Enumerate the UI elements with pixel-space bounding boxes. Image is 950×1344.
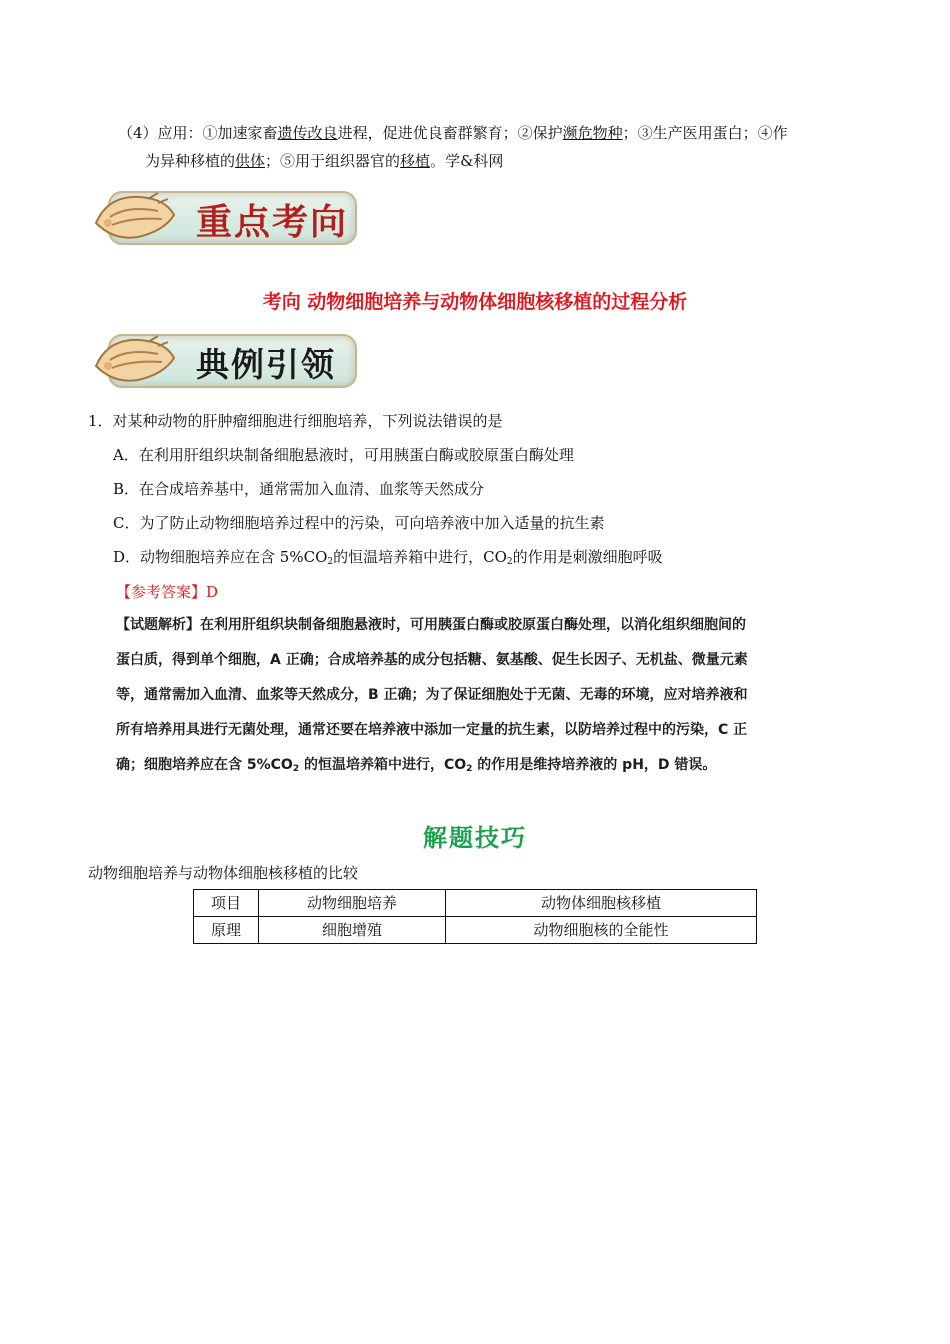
- analysis-line: 【试题解析】在利用肝组织块制备细胞悬液时，可用胰蛋白酶或胶原蛋白酶处理，以消化组织细胞间的: [116, 617, 746, 633]
- table-header-cell: 项目: [194, 890, 259, 917]
- table-cell: 动物细胞核的全能性: [446, 917, 757, 944]
- option-d: D．动物细胞培养应在含 $5\%CO_2$的恒温培养箱中进行，$CO_2$的作用是刺激细胞呼吸: [113, 548, 663, 567]
- table-header-cell: 动物体细胞核移植: [446, 890, 757, 917]
- application-line-2: 为异种移植的供体；⑤用于组织器官的移植。学&科网: [145, 152, 504, 170]
- skill-title: 解题技巧: [423, 823, 527, 852]
- option-b: B．在合成培养基中，通常需加入血清、血浆等天然成分: [113, 480, 485, 498]
- banner-title: 重点考向: [196, 201, 349, 243]
- table-cell: 原理: [194, 917, 259, 944]
- analysis-block: [116, 608, 876, 787]
- analysis-line: 确；细胞培养应在含 $5\%CO_2$ 的恒温培养箱中进行，$CO_2$ 的作用是维持培养液的 pH，D 错误。: [116, 757, 717, 774]
- example-banner: [88, 326, 353, 392]
- key-direction-banner: [88, 183, 353, 249]
- analysis-line: 所有培养用具进行无菌处理，通常还要在培养液中添加一定量的抗生素，以防培养过程中的污染，C 正: [116, 722, 748, 738]
- table-header-row: [194, 890, 757, 917]
- reference-answer: 【参考答案】D: [116, 583, 219, 601]
- comparison-table: [193, 889, 757, 944]
- direction-title: 考向 动物细胞培养与动物体细胞核移植的过程分析: [262, 291, 688, 313]
- banner-title: 典例引领: [196, 345, 336, 384]
- table-row: [194, 917, 757, 944]
- shell-icon: [88, 330, 178, 388]
- underlined-term: 遗传改良: [277, 124, 338, 142]
- analysis-line: 等，通常需加入血清、血浆等天然成分，B 正确；为了保证细胞处于无菌、无毒的环境，应对培养液和: [116, 687, 748, 703]
- option-c: C．为了防止动物细胞培养过程中的污染，可向培养液中加入适量的抗生素: [113, 514, 605, 532]
- underlined-term: 濒危物种: [562, 124, 623, 142]
- shell-icon: [88, 187, 178, 245]
- question-stem: 1．对某种动物的肝肿瘤细胞进行细胞培养，下列说法错误的是: [88, 412, 503, 430]
- comparison-caption: 动物细胞培养与动物体细胞核移植的比较: [88, 864, 359, 882]
- underlined-term: 移植: [400, 152, 431, 170]
- table-header-cell: 动物细胞培养: [259, 890, 446, 917]
- underlined-term: 供体: [235, 152, 266, 170]
- analysis-line: 蛋白质，得到单个细胞，A 正确；合成培养基的成分包括糖、氨基酸、促生长因子、无机盐、微量元素: [116, 652, 748, 668]
- application-line-1: （4）应用：①加速家畜遗传改良进程，促进优良畜群繁育；②保护濒危物种；③生产医用蛋白；④作: [118, 124, 788, 142]
- table-cell: 细胞增殖: [259, 917, 446, 944]
- option-a: A．在利用肝组织块制备细胞悬液时，可用胰蛋白酶或胶原蛋白酶处理: [113, 446, 574, 464]
